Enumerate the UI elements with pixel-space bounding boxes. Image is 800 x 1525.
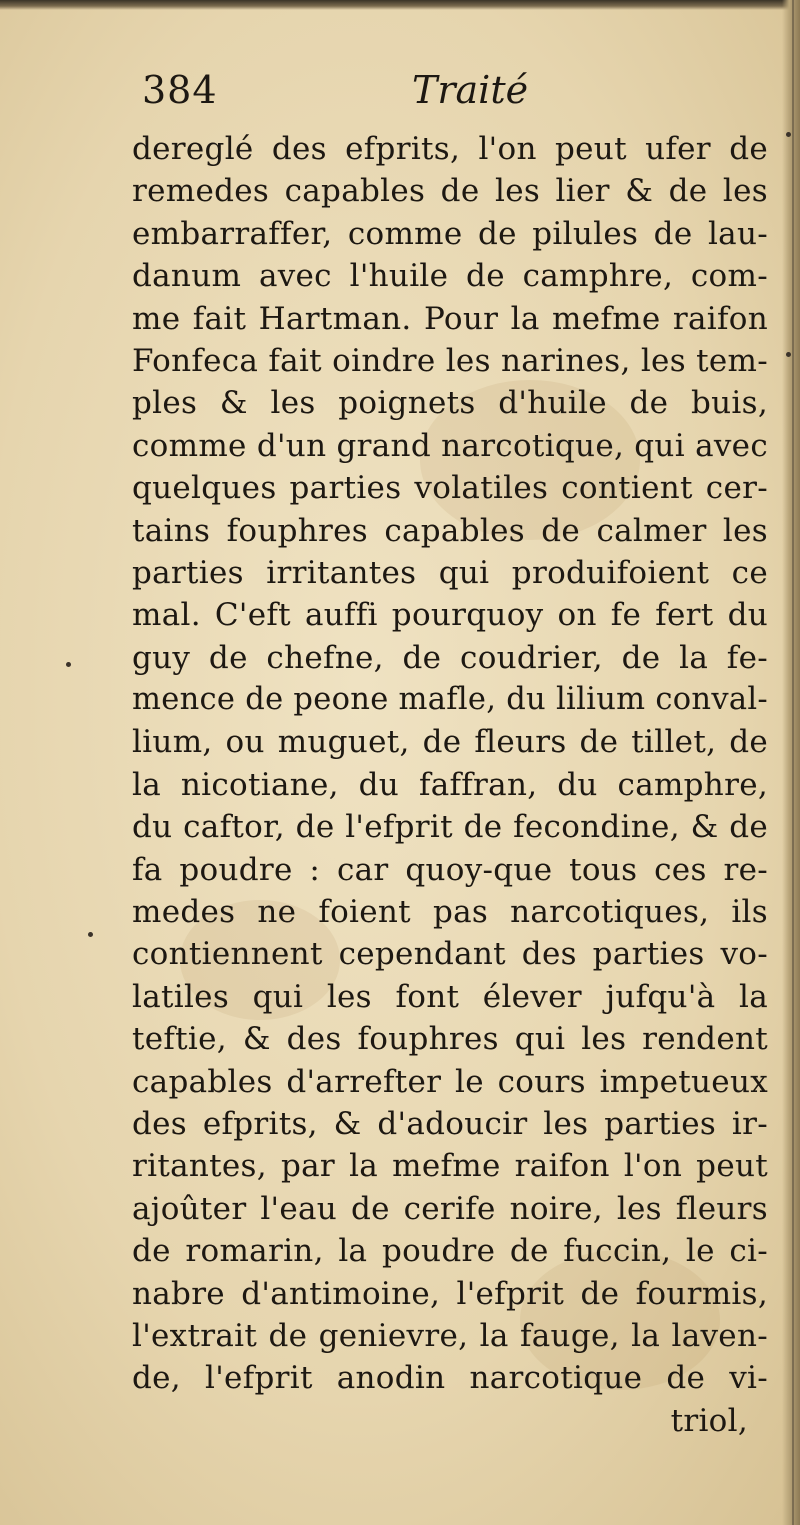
text-line: parties irritantes qui produifoient ce <box>132 554 768 591</box>
text-line: dereglé des efprits, l'on peut ufer de <box>132 131 768 167</box>
page-number: 384 <box>142 68 218 112</box>
margin-mark <box>786 132 791 137</box>
text-line: ajoûter l'eau de cerife noire, les fleurs <box>132 1190 768 1227</box>
text-line: latiles qui les font élever jufqu'à la <box>132 978 768 1015</box>
text-line: tains fouphres capables de calmer les <box>132 512 768 549</box>
margin-mark <box>88 932 93 937</box>
text-line: Fonfeca fait oindre les narines, les tem- <box>132 342 768 379</box>
page-binding-line <box>792 0 794 1525</box>
text-line: quelques parties volatiles contient cer- <box>132 470 768 507</box>
text-line: comme d'un grand narcotique, qui avec <box>132 427 768 464</box>
text-line: remedes capables de les lier & de les <box>132 173 768 210</box>
text-line: l'extrait de genievre, la fauge, la laven- <box>132 1317 768 1354</box>
text-line: danum avec l'huile de camphre, com- <box>132 258 768 295</box>
margin-mark <box>786 352 791 357</box>
running-head <box>142 68 602 118</box>
margin-mark <box>66 662 71 667</box>
text-line: teftie, & des fouphres qui les rendent <box>132 1021 768 1058</box>
text-line: me fait Hartman. Pour la mefme raifon <box>132 300 768 337</box>
text-line: nabre d'antimoine, l'efprit de fourmis, <box>132 1275 768 1312</box>
text-line: mence de peone mafle, du lilium conval- <box>132 682 769 718</box>
text-line: medes ne foient pas narcotiques, ils <box>132 894 768 931</box>
text-line: ples & les poignets d'huile de buis, <box>132 385 768 422</box>
text-line: de, l'efprit anodin narcotique de vi- <box>132 1360 768 1397</box>
text-line: guy de chefne, de coudrier, de la fe- <box>132 639 768 676</box>
page-top-edge <box>0 0 800 10</box>
text-line: des efprits, & d'adoucir les parties ir- <box>132 1105 768 1142</box>
text-line: triol, <box>670 1402 748 1439</box>
text-line: la nicotiane, du faffran, du camphre, <box>132 766 768 803</box>
text-line: ritantes, par la mefme raifon l'on peut <box>132 1148 768 1185</box>
text-line: de romarin, la poudre de fuccin, le ci- <box>132 1233 768 1270</box>
text-line: embarraffer, comme de pilules de lau- <box>132 215 768 252</box>
text-line: du caftor, de l'efprit de fecondine, & de <box>132 809 768 846</box>
body-text <box>132 128 768 1442</box>
text-line: lium, ou muguet, de fleurs de tillet, de <box>132 724 768 761</box>
text-line: capables d'arrefter le cours impetueux <box>132 1063 768 1100</box>
text-line: fa poudre : car quoy-que tous ces re- <box>132 851 768 888</box>
text-line: contiennent cependant des parties vo- <box>132 936 768 973</box>
text-line: mal. C'eft auffi pourquoy on fe fert du <box>132 597 768 634</box>
running-title: Traité <box>412 68 529 112</box>
page-gutter-shadow <box>782 0 800 1525</box>
